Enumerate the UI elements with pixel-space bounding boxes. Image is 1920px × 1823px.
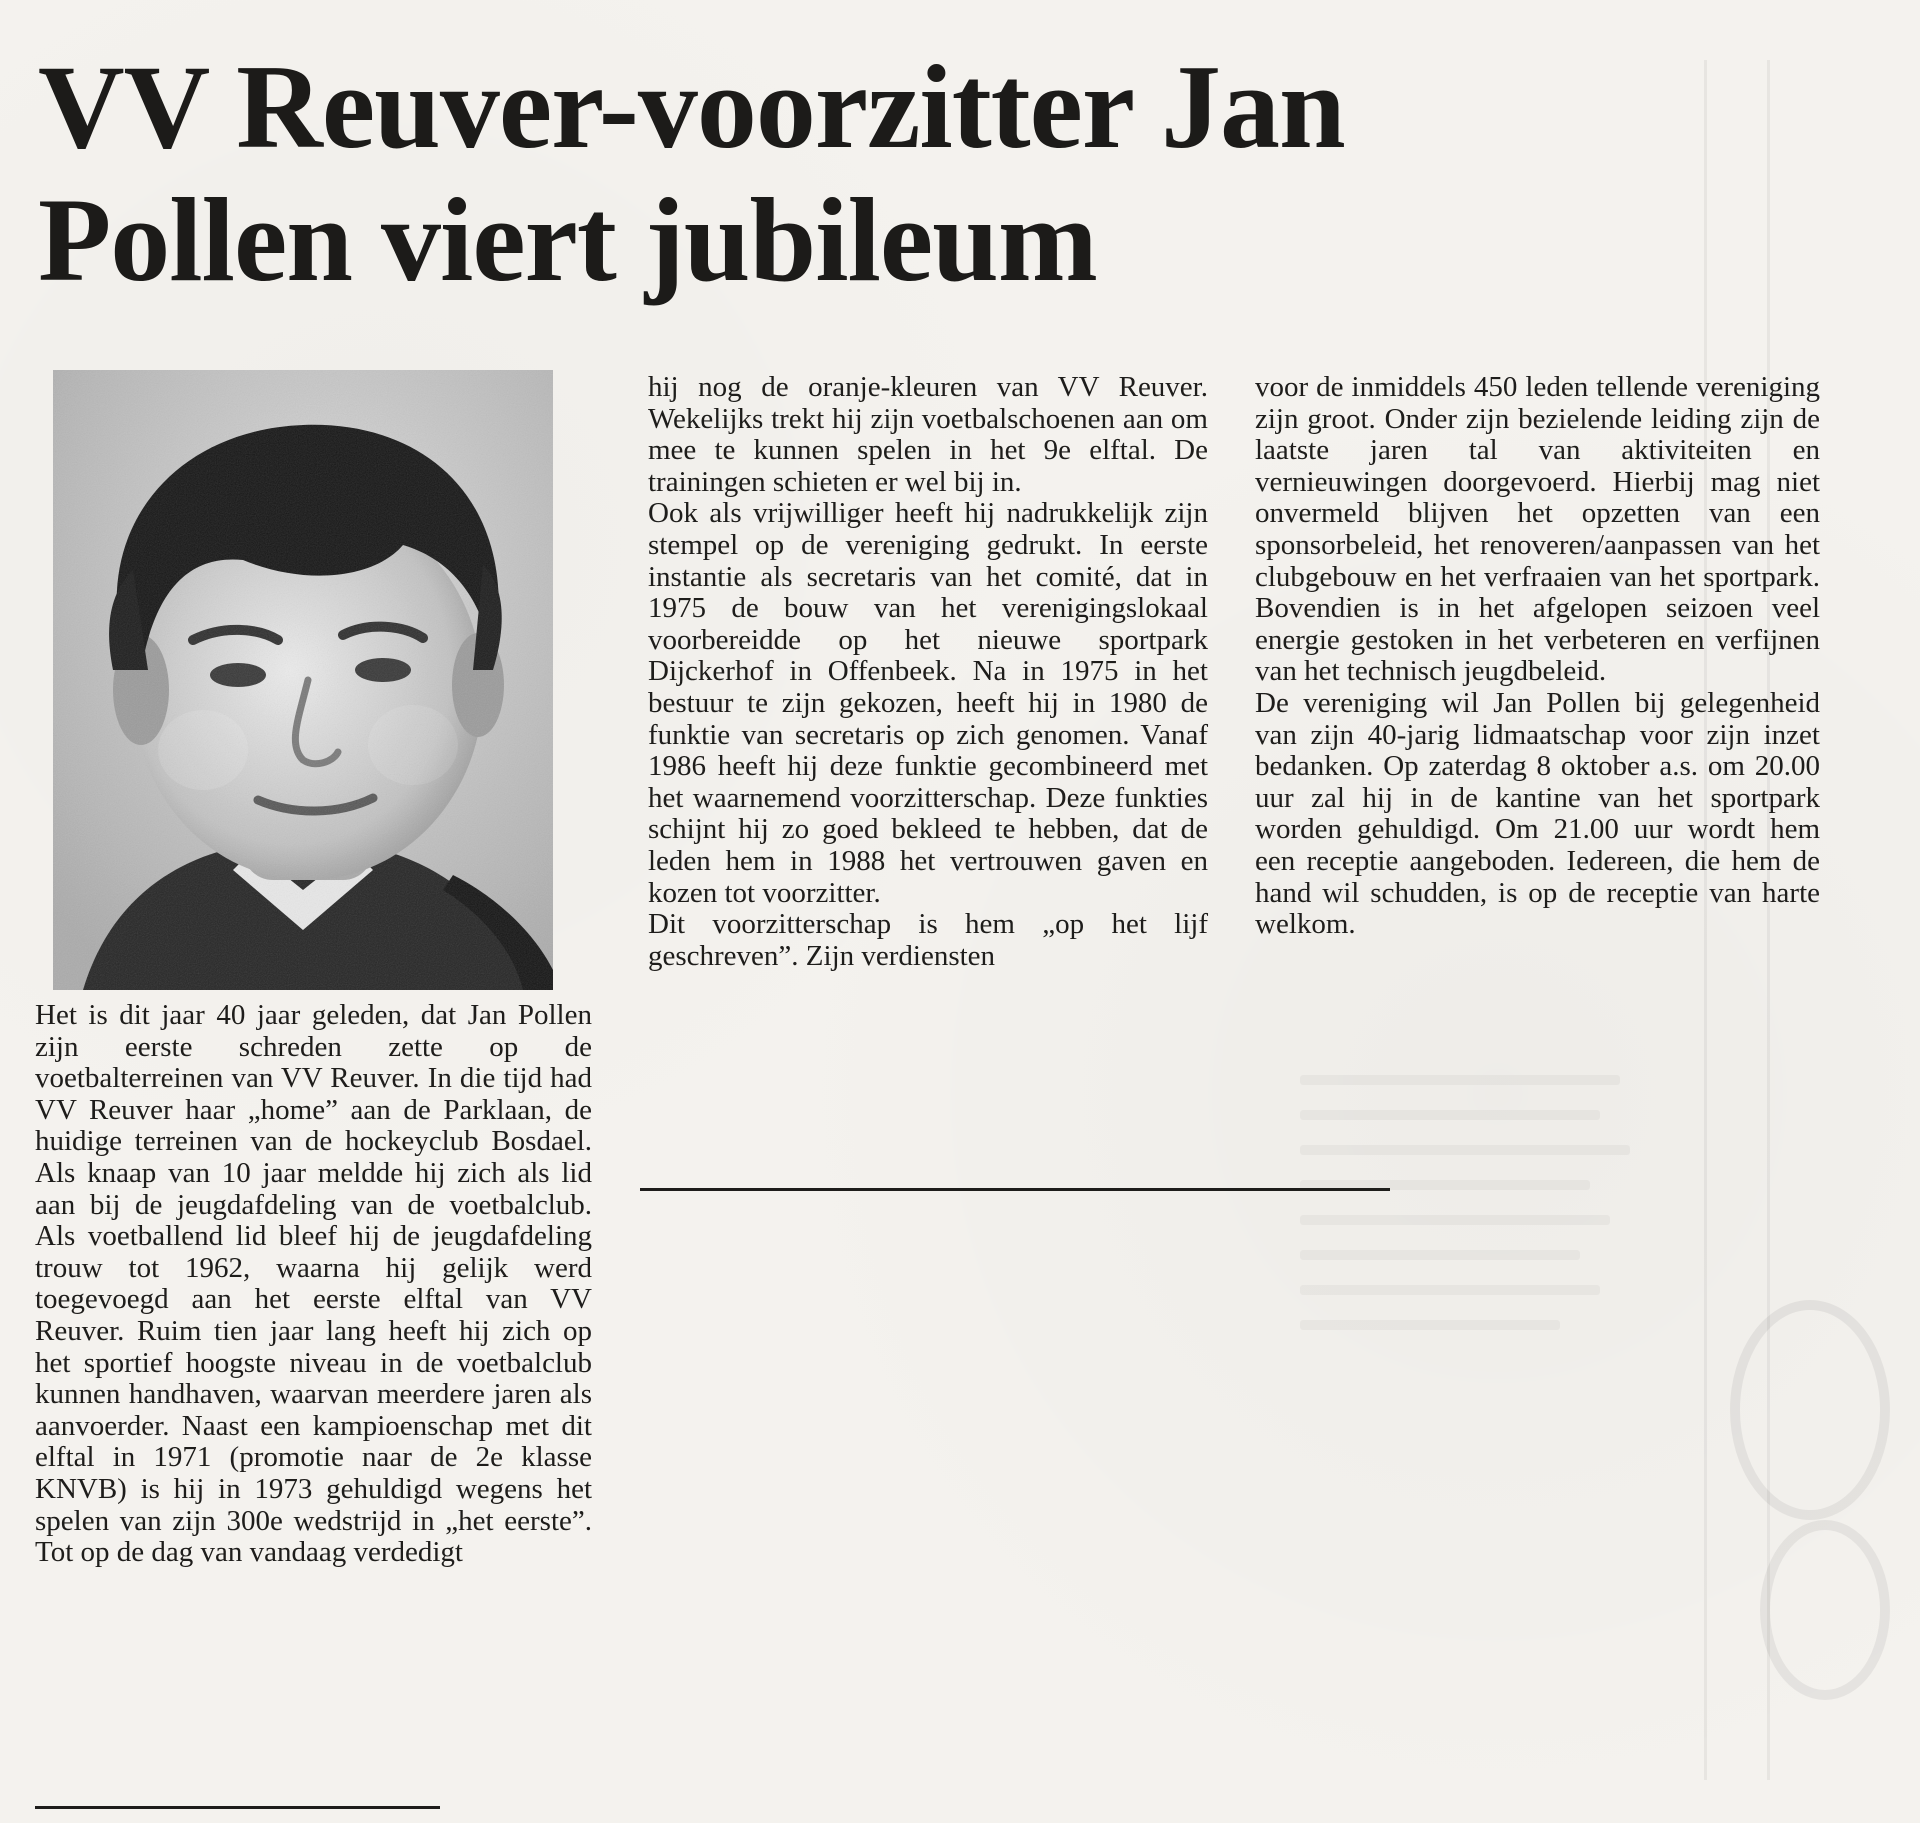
column-end-rule [35,1806,440,1809]
paragraph: voor de inmiddels 450 leden tellende vereniging zijn groot. Onder zijn bezielende leiding zijn de laatste jaren tal van aktiviteiten en vernieuwingen doorgevoerd. Hierbij mag niet onvermeld blijven het opzetten van een sponsorbeleid, het renoveren/aanpassen van het clubgebouw en het verfraaien van het sportpark. Bovendien is in het afgelopen seizoen veel energie gestoken in het verbeteren en verfijnen van het technisch jeugdbeleid. [1255,371,1820,688]
paragraph: hij nog de oranje-kleuren van VV Reuver. Wekelijks trekt hij zijn voetbalschoenen aan om mee te kunnen spelen in het 9e elftal. De trainingen schieten er wel bij in. [648,371,1208,498]
paragraph: Dit voorzitterschap is hem „op het lijf geschreven”. Zijn verdiensten [648,908,1208,972]
article-headline: VV Reuver-voorzitter Jan Pollen viert jubileum [38,40,1345,306]
paragraph: Ook als vrijwilliger heeft hij nadrukkelijk zijn stempel op de vereniging gedrukt. In eerste instantie als secretaris van het comité, dat in 1975 de bouw van het verenigingslokaal voorbereidde op het nieuwe sportpark Dijckerhof in Offenbeek. Na in 1975 in het bestuur te zijn gekozen, heeft hij in 1980 de funktie van secretaris op zich genomen. Vanaf 1986 heeft hij deze funktie gecombineerd met het waarnemend voorzitterschap. Deze funkties schijnt hij zo goed bekleed te hebben, dat de leden hem in 1988 het vertrouwen gaven en kozen tot voorzitter. [648,497,1208,909]
bleed-line [1300,1145,1630,1155]
article-column-1 [35,1000,592,1569]
paragraph: De vereniging wil Jan Pollen bij gelegenheid van zijn 40-jarig lidmaatschap voor zijn inzet bedanken. Op zaterdag 8 oktober a.s. om 20.00 uur zal hij in de kantine van het sportpark worden gehuldigd. Om 21.00 uur wordt hem een receptie aangeboden. Iedereen, die hem de hand wil schudden, is op de receptie van harte welkom. [1255,686,1820,941]
bleed-line [1300,1215,1610,1225]
portrait-photo-icon [53,370,553,990]
bleed-line [1300,1110,1600,1120]
bleed-mark [1730,1300,1890,1520]
article-column-3 [1255,372,1820,941]
bleed-line [1300,1250,1580,1260]
article-column-2 [648,372,1208,972]
bleed-line [1300,1075,1620,1085]
bleed-mark [1760,1520,1890,1700]
bleed-line [1300,1285,1600,1295]
bleed-line [1300,1320,1560,1330]
article-end-rule [640,1188,1390,1191]
paragraph: Het is dit jaar 40 jaar geleden, dat Jan Pollen zijn eerste schreden zette op de voetbalterreinen van VV Reuver. In die tijd had VV Reuver haar „home” aan de Parklaan, de huidige terreinen van de hockeyclub Bosdael. Als knaap van 10 jaar meldde hij zich als lid aan bij de jeugdafdeling van de voetbalclub. Als voetballend lid bleef hij de jeugdafdeling trouw tot 1962, waarna hij gelijk werd toegevoegd aan het eerste elftal van VV Reuver. Ruim tien jaar lang heeft hij zich op het sportief hoogste niveau in de voetbalclub kunnen handhaven, waarvan meerdere jaren als aanvoerder. Naast een kampioenschap met dit elftal in 1971 (promotie naar de 2e klasse KNVB) is hij in 1973 gehuldigd wegens het spelen van zijn 300e wedstrijd in „het eerste”. Tot op de dag van vandaag verdedigt [35,999,592,1569]
